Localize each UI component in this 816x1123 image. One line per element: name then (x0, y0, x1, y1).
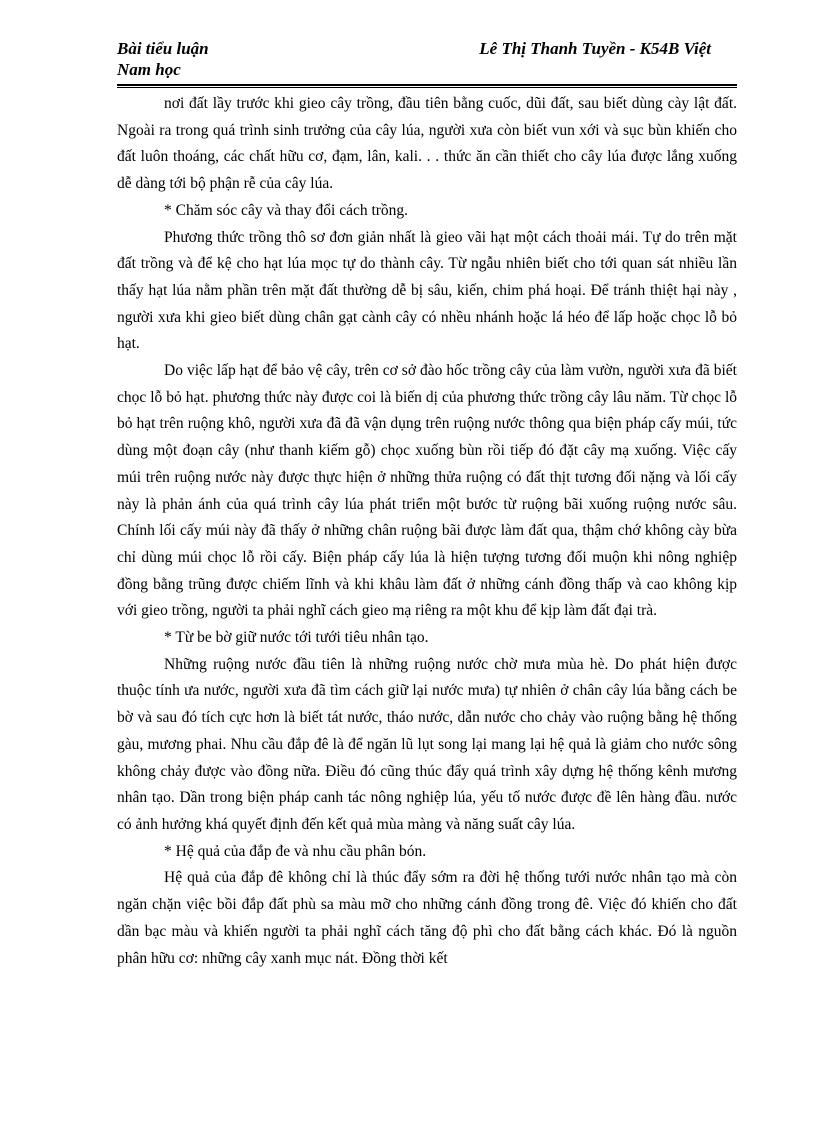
header-rule-thin (117, 87, 737, 88)
header-author: Lê Thị Thanh Tuyền - K54B Việt (479, 39, 711, 58)
header-rule (117, 84, 737, 86)
header-subject: Nam học (117, 60, 181, 79)
paragraph: Phương thức trồng thô sơ đơn giản nhất là gieo vãi hạt một cách thoải mái. Tự do trên mặt đất trồng và để kệ cho hạt lúa mọc tự do thành cây. Từ ngẫu nhiên biết cho tới quan sát nhiều lần thấy hạt lúa nằm phần trên mặt đất thường dễ bị sâu, kiến, chim phá hoại. Để tránh thiệt hại này , người xưa khi gieo biết dùng chân gạt cành cây có nhều nhánh hoặc lá héo để lấp hoặc chọc lỗ bỏ hạt. (117, 228, 737, 353)
section-heading: * Chăm sóc cây và thay đổi cách trồng. (164, 201, 409, 219)
paragraph: Do việc lấp hạt để bảo vệ cây, trên cơ sở đào hốc trồng cây của làm vườn, người xưa đã biết chọc lỗ bỏ hạt. phương thức này được coi là biến dị của phương thức trồng cây lâu năm. Từ chọc lỗ bỏ hạt trên ruộng khô, người xưa đã đã vận dụng trên ruộng nước thông qua biện pháp cấy múi, tức dùng một đoạn cây (như thanh kiếm gỗ) chọc xuống bùn rồi tiếp đó đặt cây mạ xuống. Việc cấy múi trên ruộng nước này được thực hiện ở những thửa ruộng có đất thịt tương đối nặng và lối cấy này là phản ánh của quá trình cây lúa phát triển một bước từ ruộng bãi xuống ruộng nước sâu. Chính lối cấy múi này đã thấy ở những chân ruộng bãi được làm đất qua, thậm chớ không cày bừa chỉ dùng múi chọc lỗ rồi cấy. Biện pháp cấy lúa là hiện tượng tương đối muộn khi nông nghiệp đồng bằng trũng được chiếm lĩnh và khi khâu làm đất ở những cánh đồng thấp và cao không kịp với gieo trồng, người ta phải nghĩ cách gieo mạ riêng ra một khu để kịp làm đất đại trà. (117, 362, 737, 620)
page-header (117, 38, 711, 80)
header-essay-label: Bài tiểu luận (117, 39, 209, 58)
header-row (117, 38, 711, 59)
paragraph: nơi đất lầy trước khi gieo cây trồng, đầu tiên bằng cuốc, dũi đất, sau biết dùng cày lật đất. Ngoài ra trong quá trình sinh trưởng của cây lúa, người xưa còn biết vun xới và sục bùn khiến cho đất luôn thoáng, các chất hữu cơ, đạm, lân, kali. . . thức ăn cần thiết cho cây lúa được lắng xuống dễ dàng tới bộ phận rễ của cây lúa. (117, 95, 737, 193)
section-heading: * Hệ quả của đắp đe và nhu cầu phân bón. (164, 842, 427, 860)
paragraph: Hệ quả của đắp đê không chỉ là thúc đẩy sớm ra đời hệ thống tưới nước nhân tạo mà còn ngăn chặn việc bồi đắp đất phù sa màu mỡ cho những cánh đồng trong đê. Việc đó khiến cho đất dần bạc màu và khiến người ta phải nghĩ cách tăng độ phì cho đất bằng cách khác. Đó là nguồn phân hữu cơ: những cây xanh mục nát. Đồng thời kết (117, 869, 737, 967)
paragraph: Những ruộng nước đầu tiên là những ruộng nước chờ mưa mùa hè. Do phát hiện được thuộc tính ưa nước, người xưa đã tìm cách giữ lại nước mưa) tự nhiên ở chân cây lúa bằng cách be bờ và sau đó tích cực hơn là biết tát nước, tháo nước, dẫn nước cho chảy vào ruộng bằng hệ thống gàu, mương phai. Nhu cầu đắp đê là để ngăn lũ lụt song lại mang lại hệ quả là giảm cho nước sông không chảy được vào đồng nữa. Điều đó cũng thúc đẩy quá trình xây dựng hệ thống kênh mương nhân tạo. Dần trong biện pháp canh tác nông nghiệp lúa, yếu tố nước được đề lên hàng đầu. nước có ảnh hưởng khá quyết định đến kết quả mùa màng và năng suất cây lúa. (117, 655, 737, 833)
section-heading: * Từ be bờ giữ nước tới tưới tiêu nhân tạo. (164, 629, 429, 647)
document-body (117, 91, 737, 972)
